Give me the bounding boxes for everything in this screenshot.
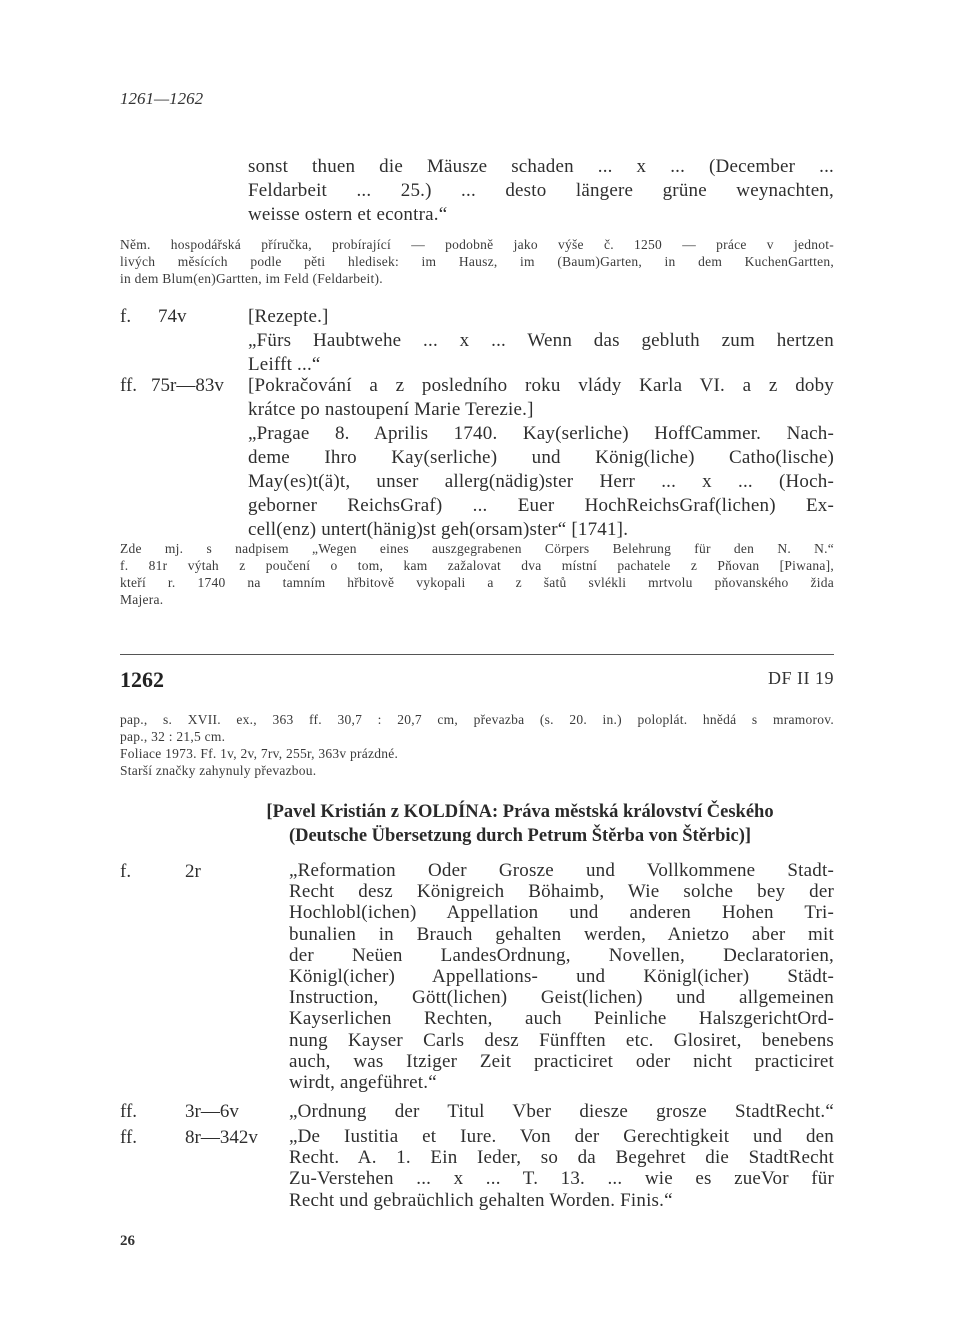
- folio-range: 8r—342v: [185, 1127, 258, 1148]
- text-line: „Ordnung der Titul Vber diesze grosze StadtRecht.“: [289, 1101, 834, 1122]
- folio-range: 2r: [185, 861, 201, 882]
- physical-description: [120, 711, 834, 779]
- text-line: pap., s. XVII. ex., 363 ff. 30,7 : 20,7 cm, převazba (s. 20. in.) poloplát. hnědá s mramorov.: [120, 712, 834, 727]
- folio-content: [248, 374, 834, 542]
- text-line: auch, was Itziger Zeit practiciret oder nicht practiciret: [289, 1050, 834, 1072]
- running-head: 1261—1262: [120, 89, 204, 108]
- text-line: [Rezepte.]: [248, 306, 329, 327]
- text-line: Hochlobl(ichen) Appellation und anderen Hohen Tri-: [289, 902, 834, 924]
- title-line: [Pavel Kristián z KOLDÍNA: Práva městská království Českého: [266, 802, 774, 822]
- folio-label: f.: [120, 306, 132, 327]
- text-line: Starší značky zahynuly převazbou.: [120, 763, 317, 778]
- folio-label: ff.: [120, 1127, 138, 1148]
- text-line: geborner ReichsGraf) ... Euer HochReichsGraf(lichen) Ex-: [248, 495, 834, 516]
- text-line: Něm. hospodářská příručka, probírající — podobně jako výše č. 1250 — práce v jednot-: [120, 237, 834, 252]
- text-line: Zde mj. s nadpisem „Wegen eines auszgegrabenen Cörpers Belehrung für den N. N.“: [120, 541, 834, 556]
- shelf-mark: DF II 19: [768, 668, 834, 688]
- content-note: [120, 236, 834, 287]
- text-line: [Pokračování a z posledního roku vlády Karla VI. a z doby: [248, 375, 834, 396]
- text-line: Feldarbeit ... 25.) ... desto längere grüne weynachten,: [248, 180, 834, 201]
- section-divider: [120, 654, 834, 655]
- text-line: „Fürs Haubtwehe ... x ... Wenn das gebluth zum hertzen: [248, 330, 834, 351]
- entry-number: 1262: [120, 667, 164, 692]
- text-line: Kayserlichen Rechten, auch Peinliche HalszgerichtOrd-: [289, 1008, 834, 1030]
- text-line: „Reformation Oder Grosze und Vollkommene Stadt-: [289, 860, 834, 881]
- text-line: livých měsících podle pěti hledisek: im Hausz, im (Baum)Garten, in dem KuchenGartten,: [120, 254, 834, 269]
- text-line: cell(enz) untert(hänig)st geh(orsam)ster“ [1741].: [248, 519, 629, 540]
- text-line: „Pragae 8. Aprilis 1740. Kay(serliche) HoffCammer. Nach-: [248, 423, 834, 444]
- page-number: 26: [120, 1233, 135, 1249]
- text-line: bunalien in Brauch gehalten werden, Anietzo aber mit: [289, 923, 834, 945]
- text-line: Recht desz Königreich Böhaimb, Wie solche bey der: [289, 881, 834, 903]
- text-line: in dem Blum(en)Gartten, im Feld (Feldarbeit).: [120, 271, 383, 286]
- text-line: krátce po nastoupení Marie Terezie.]: [248, 399, 534, 420]
- folio-content: [289, 860, 834, 1093]
- text-line: Instruction, Gött(lichen) Geist(lichen) und allgemeinen: [289, 987, 834, 1009]
- folio-label: ff.: [120, 375, 138, 396]
- quote-continuation: [248, 155, 834, 227]
- text-line: der Neüen LandesOrdnung, Novellen, Declaratorien,: [289, 944, 834, 966]
- text-line: kteří r. 1740 na tamním hřbitově vykopali a z šatů svlékli mrtvolu pňovanského žida: [120, 575, 834, 590]
- text-line: Zu-Verstehen ... x ... T. 13. ... wie es zueVor für: [289, 1168, 834, 1190]
- text-line: „De Iustitia et Iure. Von der Gerechtigkeit und den: [289, 1126, 834, 1147]
- text-line: deme Ihro Kay(serliche) und König(liche) Catho(lische): [248, 447, 834, 468]
- text-line: Recht und gebraüchlich gehalten Worden. Finis.“: [289, 1189, 673, 1211]
- title-line: (Deutsche Übersetzung durch Petrum Štěrba von Štěrbic)]: [288, 826, 752, 846]
- text-line: pap., 32 : 21,5 cm.: [120, 729, 226, 744]
- text-line: wirdt, angeführet.“: [289, 1072, 437, 1094]
- folio-range: 3r—6v: [185, 1101, 239, 1122]
- text-line: sonst thuen die Mäusze schaden ... x ... (December ...: [248, 156, 834, 177]
- folio-content: [289, 1126, 834, 1211]
- folio-content: [248, 305, 834, 377]
- folio-label: f.: [120, 861, 132, 882]
- text-line: Foliace 1973. Ff. 1v, 2v, 7rv, 255r, 363v prázdné.: [120, 746, 399, 761]
- text-line: f. 81r výtah z poučení o tom, kam zažalovat dva místní pachatele z Pňovan [Piwana],: [120, 558, 834, 573]
- text-line: May(es)t(ä)t, unser allerg(nädig)ster Herr ... x ... (Hoch-: [248, 471, 834, 492]
- text-line: Leifft ...“: [248, 354, 321, 375]
- work-title: [120, 800, 920, 848]
- folio-label: ff.: [120, 1101, 138, 1122]
- text-line: weisse ostern et econtra.“: [248, 204, 448, 225]
- folio-range: 74v: [158, 306, 187, 327]
- text-line: nung Kayser Carls desz Fünfften etc. Glosiret, benebens: [289, 1029, 834, 1051]
- text-line: Majera.: [120, 592, 164, 607]
- folio-range: 75r—83v: [151, 375, 224, 396]
- folio-content: [289, 1100, 834, 1124]
- text-line: Recht. A. 1. Ein Ieder, so da Begehret die StadtRecht: [289, 1147, 834, 1169]
- text-line: Königl(icher) Appellations- und Königl(icher) Städt-: [289, 966, 834, 988]
- closing-note: [120, 540, 834, 608]
